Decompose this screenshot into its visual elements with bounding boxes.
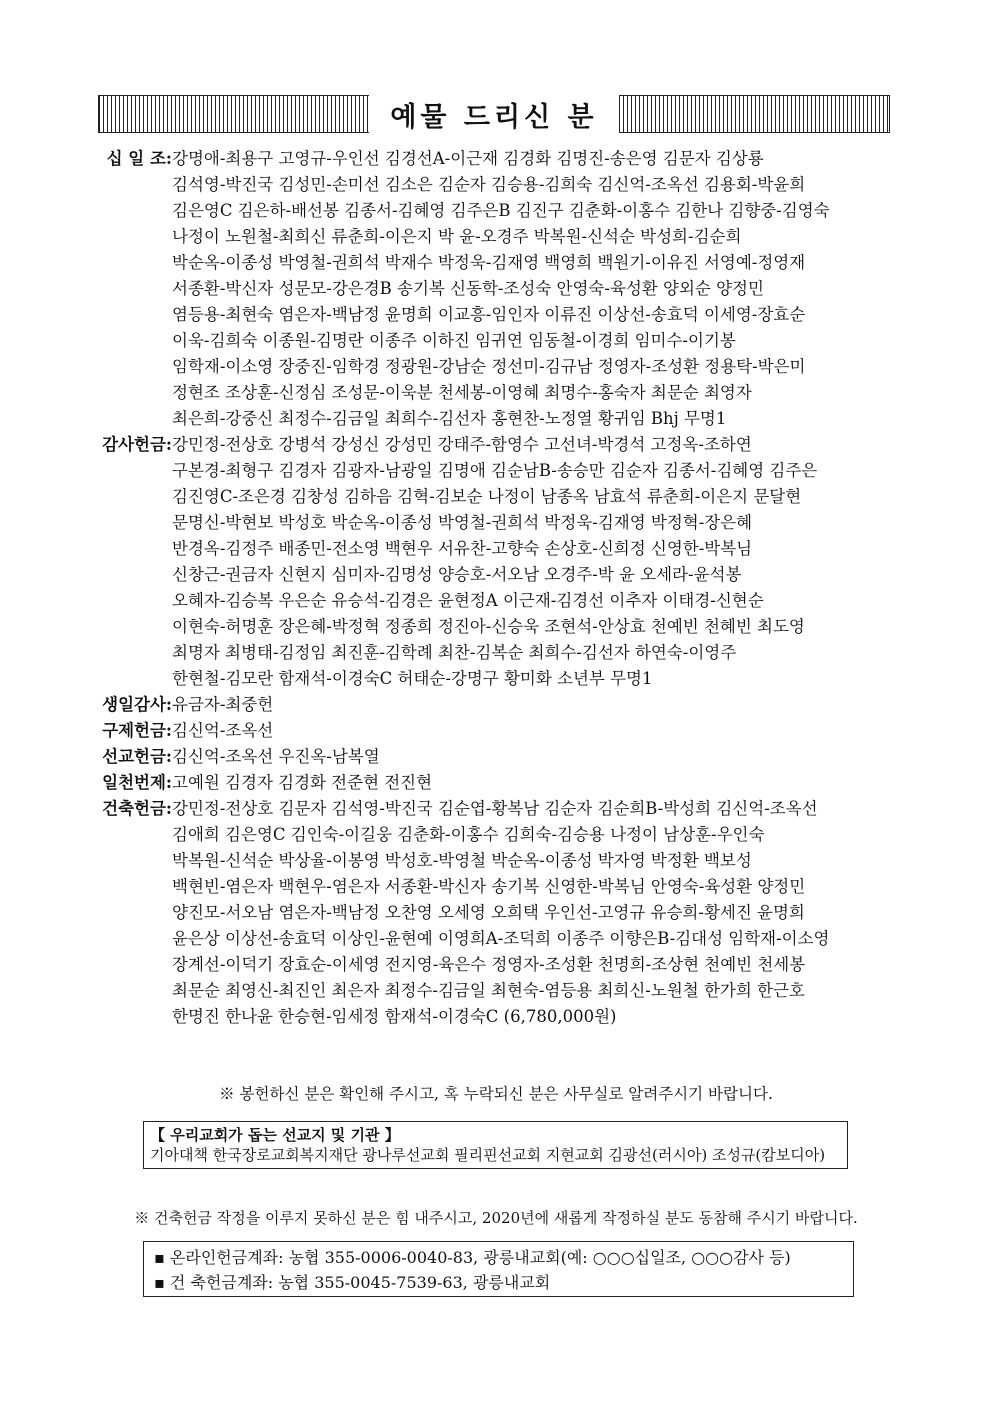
name-line: 장계선-이덕기 장효순-이세영 전지영-육은수 정영자-조성환 천명희-조상현 천예빈 천세봉 [172, 955, 806, 974]
offering-section [100, 718, 900, 744]
name-line: 최은희-강중신 최정수-김금일 최희수-김선자 홍현찬-노정열 황귀임 Bhj 무명1 [172, 409, 727, 428]
name-line: 이욱-김희숙 이종원-김명란 이종주 이하진 임귀연 임동철-이경희 임미수-이기봉 [172, 331, 736, 350]
name-line: 반경옥-김정주 배종민-전소영 백현우 서유찬-고향숙 손상호-신희정 신영한-박복님 [172, 539, 753, 558]
name-line: 박순옥-이종성 박영철-권희석 박재수 박정욱-김재영 백영희 백원기-이유진 서영예-정영재 [172, 253, 806, 272]
section-label: 생일감사: [102, 695, 172, 714]
offering-section [100, 796, 900, 1030]
name-line: 김신억-조옥선 [172, 721, 274, 740]
name-line: 신창근-권금자 신현지 심미자-김명성 양승호-서오남 오경주-박 윤 오세라-윤석봉 [172, 565, 742, 584]
building-notice: ※ 건축헌금 작정을 이루지 못하신 분은 힘 내주시고, 2020년에 새롭게 작정하실 분도 동참해 주시기 바랍니다. [134, 1209, 858, 1227]
section-names [172, 692, 900, 718]
name-line: 김석영-박진국 김성민-손미선 김소은 김순자 김승용-김희숙 김신억-조옥선 김용회-박윤희 [172, 175, 806, 194]
section-label: 십 일 조: [106, 149, 172, 168]
section-names [172, 770, 900, 796]
mission-title: 【 우리교회가 돕는 선교지 및 기관 】 [150, 1126, 400, 1144]
section-names [172, 744, 900, 770]
offering-section [100, 432, 900, 692]
confirm-notice: ※ 봉헌하신 분은 확인해 주시고, 혹 누락되신 분은 사무실로 알려주시기 바랍니다. [219, 1085, 773, 1103]
name-line: 김진영C-조은경 김창성 김하음 김혁-김보순 나정이 남종옥 남효석 류춘희-이은지 문달현 [172, 487, 802, 506]
name-line: 양진모-서오남 염은자-백남정 오찬영 오세영 오희택 우인선-고영규 유승희-황세진 윤명희 [172, 903, 805, 922]
online-account: ▪ 온라인헌금계좌: 농협 355-0006-0040-83, 광릉내교회(예: ○○○십일조, ○○○감사 등) [154, 1248, 791, 1267]
name-line: 김애희 김은영C 김인숙-이길웅 김춘화-이홍수 김희숙-김승용 나정이 남상훈-우인숙 [172, 825, 765, 844]
name-line: 유금자-최중헌 [172, 695, 274, 714]
mission-box [143, 1121, 848, 1169]
name-line: 나정이 노원철-최희신 류춘희-이은지 박 윤-오경주 박복원-신석순 박성희-김순희 [172, 227, 742, 246]
section-names [172, 796, 900, 1030]
name-line: 한명진 한나윤 한승현-임세정 함재석-이경숙C (6,780,000원) [172, 1007, 617, 1026]
section-label: 건축헌금: [102, 799, 172, 818]
page-title: 예물 드리신 분 [369, 95, 619, 133]
name-line: 김은영C 김은하-배선봉 김종서-김혜영 김주은B 김진구 김춘화-이홍수 김한나 김향중-김영숙 [172, 201, 830, 220]
name-line: 한현철-김모란 함재석-이경숙C 허태순-강명구 황미화 소년부 무명1 [172, 669, 653, 688]
section-names [172, 718, 900, 744]
name-line: 강민정-전상호 김문자 김석영-박진국 김순엽-황복남 김순자 김순희B-박성희 김신억-조옥선 [172, 799, 818, 818]
name-line: 고예원 김경자 김경화 전준현 전진현 [172, 773, 433, 792]
name-line: 박복원-신석순 박상율-이봉영 박성호-박영철 박순옥-이종성 박자영 박정환 백보성 [172, 851, 752, 870]
offering-list [100, 146, 900, 1030]
name-line: 염등용-최현숙 염은자-백남정 윤명희 이교흥-임인자 이류진 이상선-송효덕 이세영-장효순 [172, 305, 806, 324]
name-line: 최문순 최영신-최진인 최은자 최정수-김금일 최현숙-염등용 최희신-노원철 한가희 한근호 [172, 981, 805, 1000]
section-label: 선교헌금: [102, 747, 172, 766]
section-label: 구제헌금: [102, 721, 172, 740]
name-line: 정현조 조상훈-신정심 조성문-이욱분 천세봉-이영혜 최명수-홍숙자 최문순 최영자 [172, 383, 752, 402]
name-line: 최명자 최병태-김정임 최진훈-김학례 최찬-김복순 최희수-김선자 하연숙-이영주 [172, 643, 737, 662]
building-account: ▪ 건 축헌금계좌: 농협 355-0045-7539-63, 광릉내교회 [154, 1273, 551, 1292]
offering-section [100, 692, 900, 718]
name-line: 백현빈-염은자 백현우-염은자 서종환-박신자 송기복 신영한-박복님 안영숙-육성환 양정민 [172, 877, 806, 896]
name-line: 윤은상 이상선-송효덕 이상인-윤현예 이영희A-조덕희 이종주 이향은B-김대성 임학재-이소영 [172, 929, 830, 948]
section-names [172, 146, 900, 432]
offering-section [100, 770, 900, 796]
offering-section [100, 744, 900, 770]
name-line: 임학재-이소영 장중진-임학경 정광원-강남순 정선미-김규남 정영자-조성환 정용탁-박은미 [172, 357, 806, 376]
mission-list: 기아대책 한국장로교회복지재단 광나루선교회 필리핀선교회 지현교회 김광선(러시아) 조성규(캄보디아) [150, 1146, 826, 1164]
name-line: 구본경-최형구 김경자 김광자-남광일 김명애 김순남B-송승만 김순자 김종서-김혜영 김주은 [172, 461, 818, 480]
name-line: 김신억-조옥선 우진옥-남복열 [172, 747, 380, 766]
name-line: 강민정-전상호 강병석 강성신 강성민 강태주-함영수 고선녀-박경석 고정옥-조하연 [172, 435, 752, 454]
section-label: 감사헌금: [102, 435, 172, 454]
name-line: 오혜자-김승복 우은순 유승석-김경은 윤현정A 이근재-김경선 이추자 이태경-신현순 [172, 591, 764, 610]
title-banner [98, 95, 890, 133]
offering-section [100, 146, 900, 432]
account-box [143, 1241, 854, 1297]
name-line: 문명신-박현보 박성호 박순옥-이종성 박영철-권희석 박정욱-김재영 박정혁-장은혜 [172, 513, 753, 532]
name-line: 서종환-박신자 성문모-강은경B 송기복 신동학-조성숙 안영숙-육성환 양외순 양정민 [172, 279, 764, 298]
name-line: 이현숙-허명훈 장은혜-박정혁 정종희 정진아-신승욱 조현석-안상효 천예빈 천혜빈 최도영 [172, 617, 805, 636]
section-label: 일천번제: [102, 773, 172, 792]
section-names [172, 432, 900, 692]
name-line: 강명애-최용구 고영규-우인선 김경선A-이근재 김경화 김명진-송은영 김문자 김상룡 [172, 149, 764, 168]
